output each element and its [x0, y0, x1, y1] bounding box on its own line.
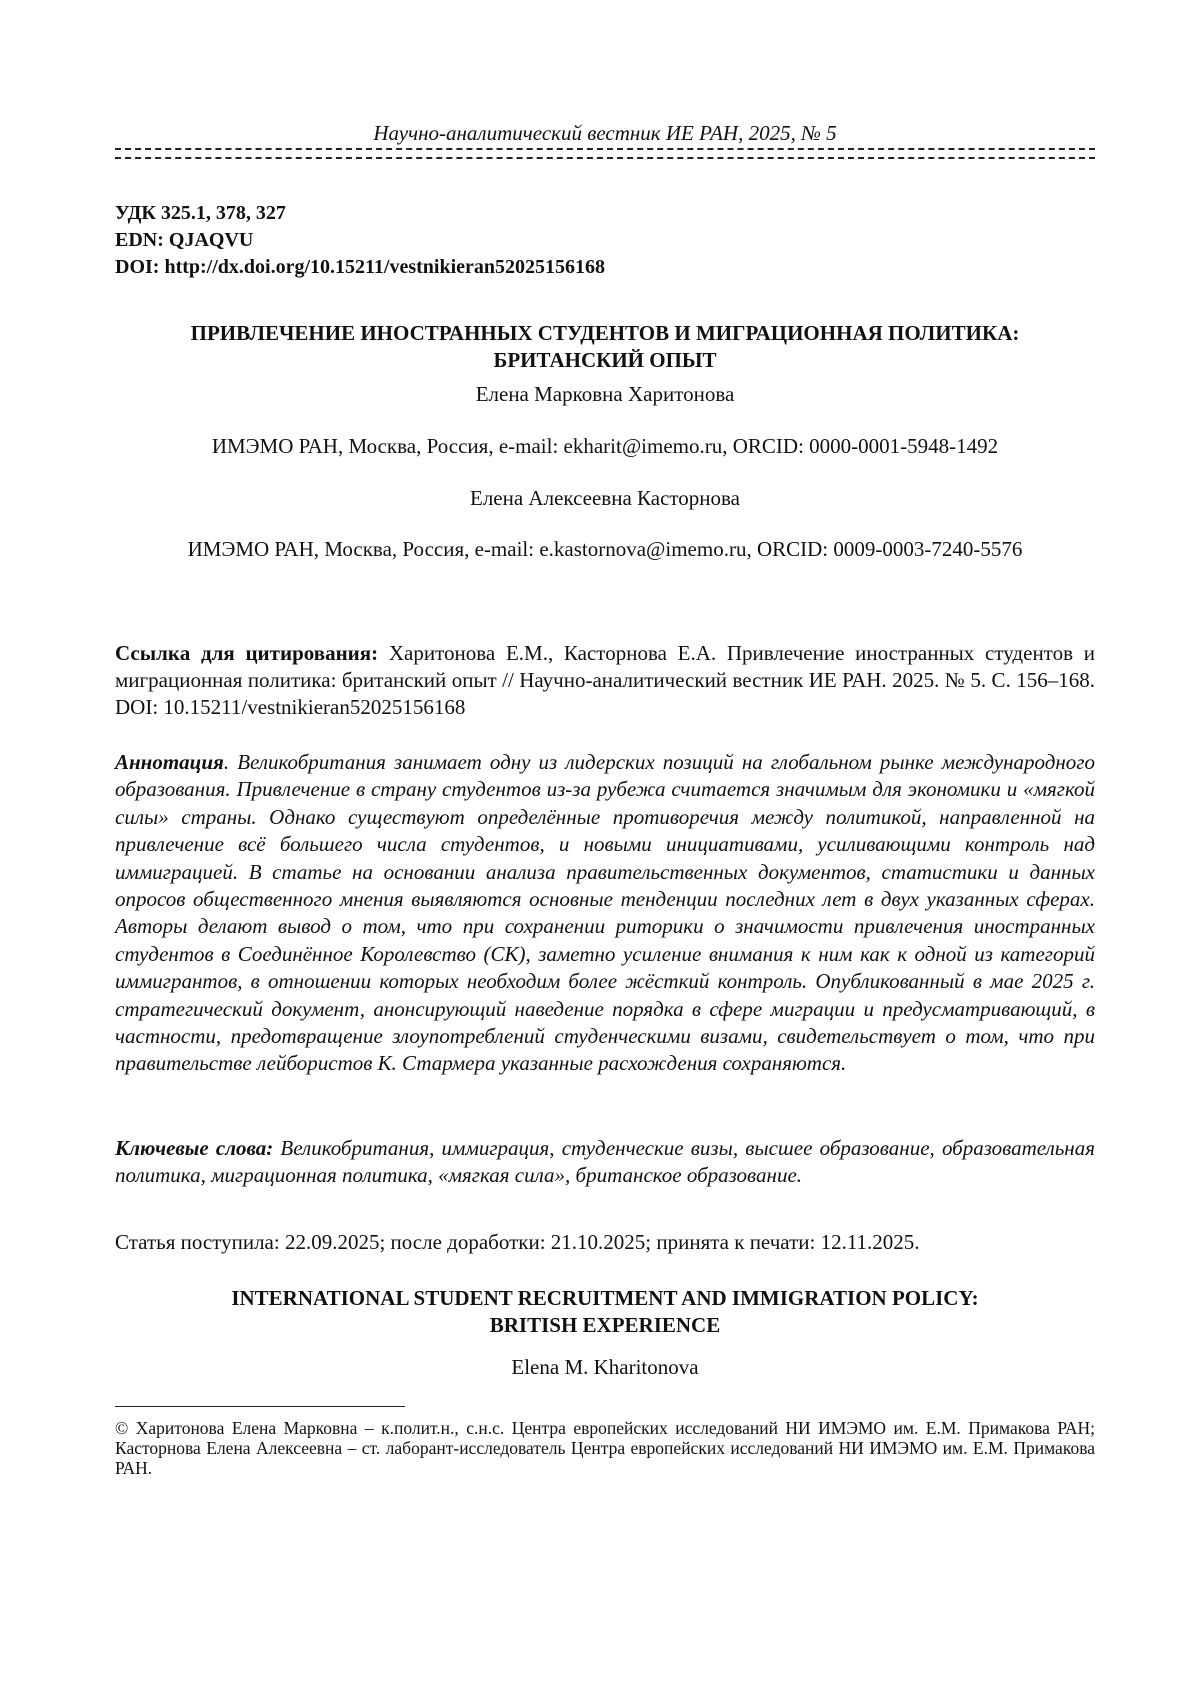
citation-block [115, 640, 1095, 721]
article-title-ru [115, 320, 1095, 374]
doi-link[interactable]: DOI: http://dx.doi.org/10.15211/vestnikieran52025156168 [115, 256, 606, 278]
article-title-en [115, 1285, 1095, 1339]
author-2-name: Елена Алексеевна Касторнова [470, 486, 740, 510]
author-1-affiliation: ИМЭМО РАН, Москва, Россия, e-mail: ekharit@imemo.ru, ORCID: 0000-0001-5948-1492 [211, 434, 999, 458]
keywords-label: Ключевые слова: [115, 1136, 274, 1160]
running-title: Научно-аналитический вестник ИЕ РАН, 2025, № 5 [373, 121, 837, 145]
abstract-label: Аннотация [115, 750, 224, 774]
footnote: © Харитонова Елена Марковна – к.полит.н., с.н.с. Центра европейских исследований НИ ИМЭМО им. Е.М. Примакова РАН; Касторнова Елена Алексеевна – ст. лаборант-исследователь Центра европейских исследований НИ ИМЭМО им. Е.М. Примакова РАН. [115, 1418, 1095, 1478]
header-double-rule [115, 148, 1095, 159]
citation-text: Харитонова Е.М., Касторнова Е.А. Привлечение иностранных студентов и миграционная политика: британский опыт // Научно-аналитический вестник ИЕ РАН. 2025. № 5. С. 156–168. DOI: 10.15211/vestnikieran52025156168 [115, 641, 1095, 719]
title-en-line-1: INTERNATIONAL STUDENT RECRUITMENT AND IMMIGRATION POLICY: [231, 1286, 979, 1310]
author-2-affiliation: ИМЭМО РАН, Москва, Россия, e-mail: e.kastornova@imemo.ru, ORCID: 0009-0003-7240-5576 [187, 537, 1023, 561]
author-1-name: Елена Марковна Харитонова [475, 382, 735, 406]
abstract-text: . Великобритания занимает одну из лидерских позиций на глобальном рынке международного образования. Привлечение в страну студентов из-за рубежа считается значимым для экономики и «мягкой силы» страны. Однако существуют определённые противоречия между политикой, направленной на привлечение всё большего числа студентов, и новыми инициативами, усиливающими контроль над иммиграцией. В статье на основании анализа правительственных документов, статистики и данных опросов общественного мнения выявляются основные тенденции последних лет в двух указанных сферах. Авторы делают вывод о том, что при сохранении риторики о значимости привлечения иностранных студентов в Соединённое Королевство (СК), заметно усиление внимания к ним как к одной из категорий иммигрантов, в отношении которых необходим более жёсткий контроль. Опубликованный в мае 2025 г. стратегический документ, анонсирующий наведение порядка в сфере миграции и предусматривающий, в частности, предотвращение злоупотреблений студенческими визами, свидетельствует о том, что при правительстве лейбористов К. Стармера указанные расхождения сохраняются. [115, 750, 1095, 1076]
keywords-text: Великобритания, иммиграция, студенческие визы, высшее образование, образовательная политика, миграционная политика, «мягкая сила», британское образование. [115, 1136, 1095, 1187]
abstract-block [115, 749, 1095, 1078]
keywords-block [115, 1135, 1095, 1189]
citation-label: Ссылка для цитирования: [115, 641, 379, 665]
title-ru-line-2: БРИТАНСКИЙ ОПЫТ [493, 348, 717, 372]
udk-code: УДК 325.1, 378, 327 [115, 202, 286, 224]
edn-code: EDN: QJAQVU [115, 229, 254, 251]
title-ru-line-1: ПРИВЛЕЧЕНИЕ ИНОСТРАННЫХ СТУДЕНТОВ И МИГРАЦИОННАЯ ПОЛИТИКА: [190, 321, 1020, 345]
footnote-rule [115, 1406, 405, 1407]
received-dates: Статья поступила: 22.09.2025; после доработки: 21.10.2025; принята к печати: 12.11.2025. [115, 1230, 920, 1254]
article-metadata [115, 200, 605, 281]
title-en-line-2: BRITISH EXPERIENCE [489, 1313, 721, 1337]
author-en-name: Elena M. Kharitonova [511, 1355, 699, 1379]
